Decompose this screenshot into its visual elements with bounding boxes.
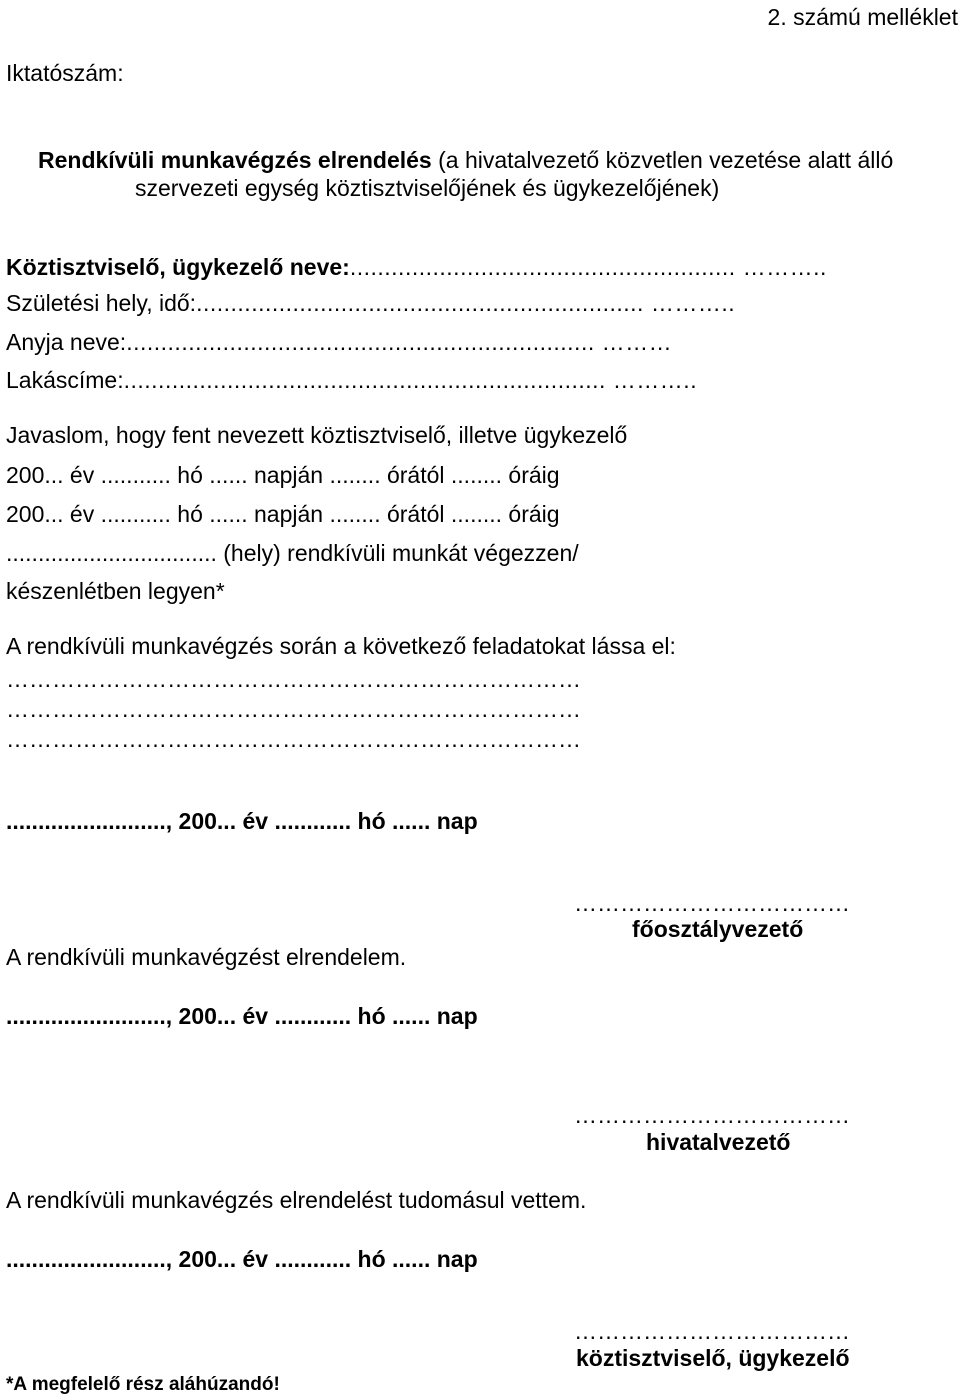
proposal-location: ................................. (hely) rendkívüli munkát végezzen/: [6, 540, 579, 566]
document-title-line2: szervezeti egység köztisztviselőjének és ügykezelőjének): [135, 175, 720, 201]
mother-name-field-value: .................................................................... ………: [126, 329, 673, 355]
signature-label-civil-servant: köztisztviselő, ügykezelő: [576, 1345, 850, 1371]
document-title: [38, 149, 893, 172]
acknowledgement-statement: A rendkívüli munkavégzés elrendelést tudomásul vettem.: [6, 1187, 587, 1213]
mother-name-field-label: Anyja neve:: [6, 329, 127, 355]
tasks-label: A rendkívüli munkavégzés során a következő feladatokat lássa el:: [6, 633, 676, 659]
date-line-2: ........................., 200... év ............ hó ...... nap: [6, 1003, 478, 1029]
order-statement: A rendkívüli munkavégzést elrendelem.: [6, 944, 407, 970]
signature-line-office-head: ………………………………: [574, 1102, 850, 1128]
tasks-line: …………………………………………………………………: [6, 726, 581, 752]
birth-field: [6, 292, 735, 315]
address-field-label: Lakáscíme:: [6, 367, 124, 393]
signature-line-department-head: ………………………………: [574, 890, 850, 916]
signature-line-civil-servant: ………………………………: [574, 1318, 850, 1344]
footnote: *A megfelelő rész aláhúzandó!: [6, 1374, 280, 1395]
document-title-rest: (a hivatalvezető közvetlen vezetése alatt álló: [431, 147, 894, 173]
annex-label: 2. számú melléklet: [767, 4, 958, 30]
signature-label-office-head: hivatalvezető: [646, 1129, 791, 1155]
date-line-3: ........................., 200... év ............ hó ...... nap: [6, 1246, 478, 1272]
address-field: [6, 369, 697, 392]
proposal-intro: Javaslom, hogy fent nevezett köztisztviselő, illetve ügykezelő: [6, 422, 628, 448]
name-field-value: ........................................................ ………..: [349, 254, 827, 280]
filing-number-label: Iktatószám:: [6, 60, 124, 86]
name-field-label: Köztisztviselő, ügykezelő neve:: [6, 254, 350, 280]
birth-field-label: Születési hely, idő:: [6, 290, 197, 316]
date-line-1: ........................., 200... év ............ hó ...... nap: [6, 808, 478, 834]
proposal-period-2: 200... év ........... hó ...... napján ........ órától ........ óráig: [6, 501, 560, 527]
name-field: [6, 256, 827, 279]
tasks-line: …………………………………………………………………: [6, 696, 581, 722]
birth-field-value: ................................................................. ………..: [196, 290, 736, 316]
document-title-bold: Rendkívüli munkavégzés elrendelés: [38, 147, 432, 173]
tasks-line: …………………………………………………………………: [6, 666, 581, 692]
mother-name-field: [6, 331, 672, 354]
proposal-period-1: 200... év ........... hó ...... napján ........ órától ........ óráig: [6, 462, 560, 488]
signature-label-department-head: főosztályvezető: [632, 916, 804, 942]
proposal-standby: készenlétben legyen*: [6, 578, 225, 604]
address-field-value: ...................................................................... ………..: [123, 367, 698, 393]
